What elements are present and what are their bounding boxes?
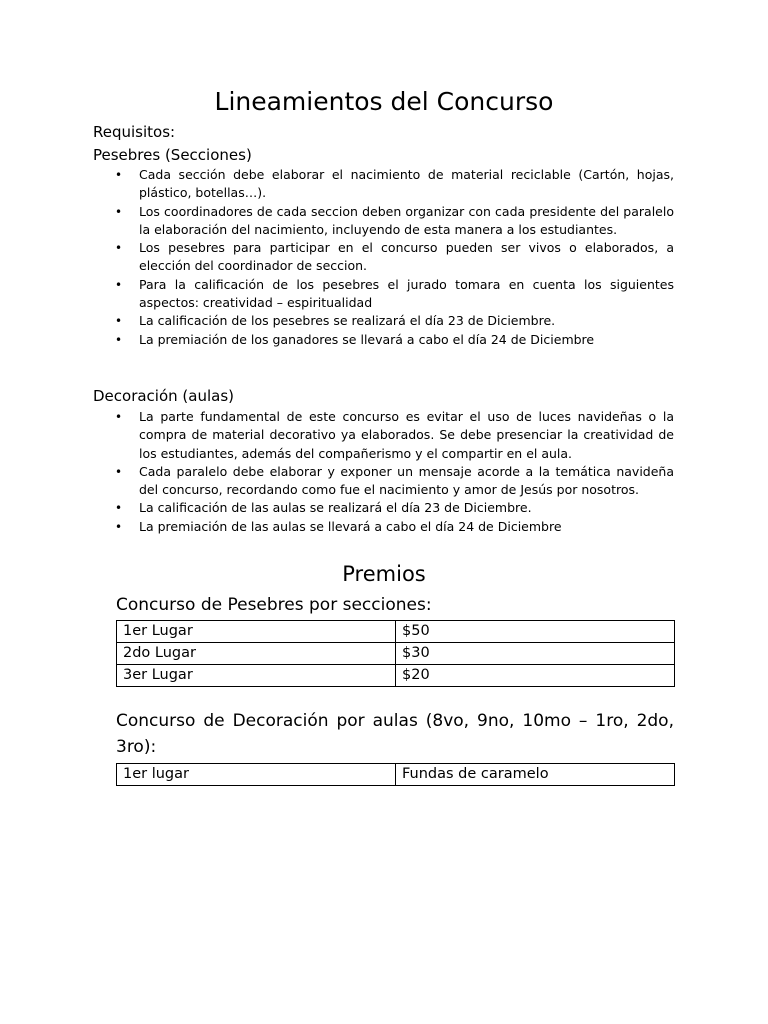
pesebres-list (139, 166, 674, 349)
list-item: • Cada sección debe elaborar el nacimiento de material reciclable (Cartón, hojas, plástico, botellas…). (139, 166, 674, 203)
list-item: • Cada paralelo debe elaborar y exponer un mensaje acorde a la temática navideña del concurso, recordando como fue el nacimiento y amor de Jesús por nosotros. (139, 463, 674, 500)
table-cell: $20 (396, 665, 675, 687)
table-cell: 3er Lugar (117, 665, 396, 687)
list-item: • Los pesebres para participar en el concurso pueden ser vivos o elaborados, a elección del coordinador de seccion. (139, 239, 674, 276)
table-row (117, 665, 675, 687)
list-item: • La premiación de los ganadores se llevará a cabo el día 24 de Diciembre (139, 331, 674, 349)
table-cell: Fundas de caramelo (396, 764, 675, 786)
premios-title: Premios (342, 562, 426, 586)
table-cell: $30 (396, 643, 675, 665)
list-item: • La calificación de los pesebres se realizará el día 23 de Diciembre. (139, 312, 674, 330)
table-cell: 1er lugar (117, 764, 396, 786)
table-cell: 1er Lugar (117, 621, 396, 643)
document-title: Lineamientos del Concurso (214, 87, 554, 116)
list-item: • La premiación de las aulas se llevará a cabo el día 24 de Diciembre (139, 518, 674, 536)
pesebres-prize-table (116, 620, 675, 687)
pesebres-prize-heading: Concurso de Pesebres por secciones: (116, 595, 432, 615)
table-row (117, 764, 675, 786)
list-item: • La parte fundamental de este concurso es evitar el uso de luces navideñas o la compra de material decorativo ya elaborados. Se debe presenciar la creatividad de los estudiantes, además del compañerismo y el compartir en el aula. (139, 408, 674, 463)
requisitos-label: Requisitos: (93, 123, 176, 141)
table-cell: 2do Lugar (117, 643, 396, 665)
list-item: • Los coordinadores de cada seccion deben organizar con cada presidente del paralelo la elaboración del nacimiento, incluyendo de esta manera a los estudiantes. (139, 203, 674, 240)
pesebres-heading: Pesebres (Secciones) (93, 146, 252, 164)
decoracion-list (139, 408, 674, 536)
decoracion-prize-heading: Concurso de Decoración por aulas (8vo, 9no, 10mo – 1ro, 2do, 3ro): (116, 711, 674, 757)
list-item: • Para la calificación de los pesebres el jurado tomara en cuenta los siguientes aspectos: creatividad – espiritualidad (139, 276, 674, 313)
list-item: • La calificación de las aulas se realizará el día 23 de Diciembre. (139, 499, 674, 517)
table-row (117, 621, 675, 643)
decoracion-prize-table (116, 763, 675, 786)
table-row (117, 643, 675, 665)
table-cell: $50 (396, 621, 675, 643)
decoracion-heading: Decoración (aulas) (93, 387, 235, 405)
